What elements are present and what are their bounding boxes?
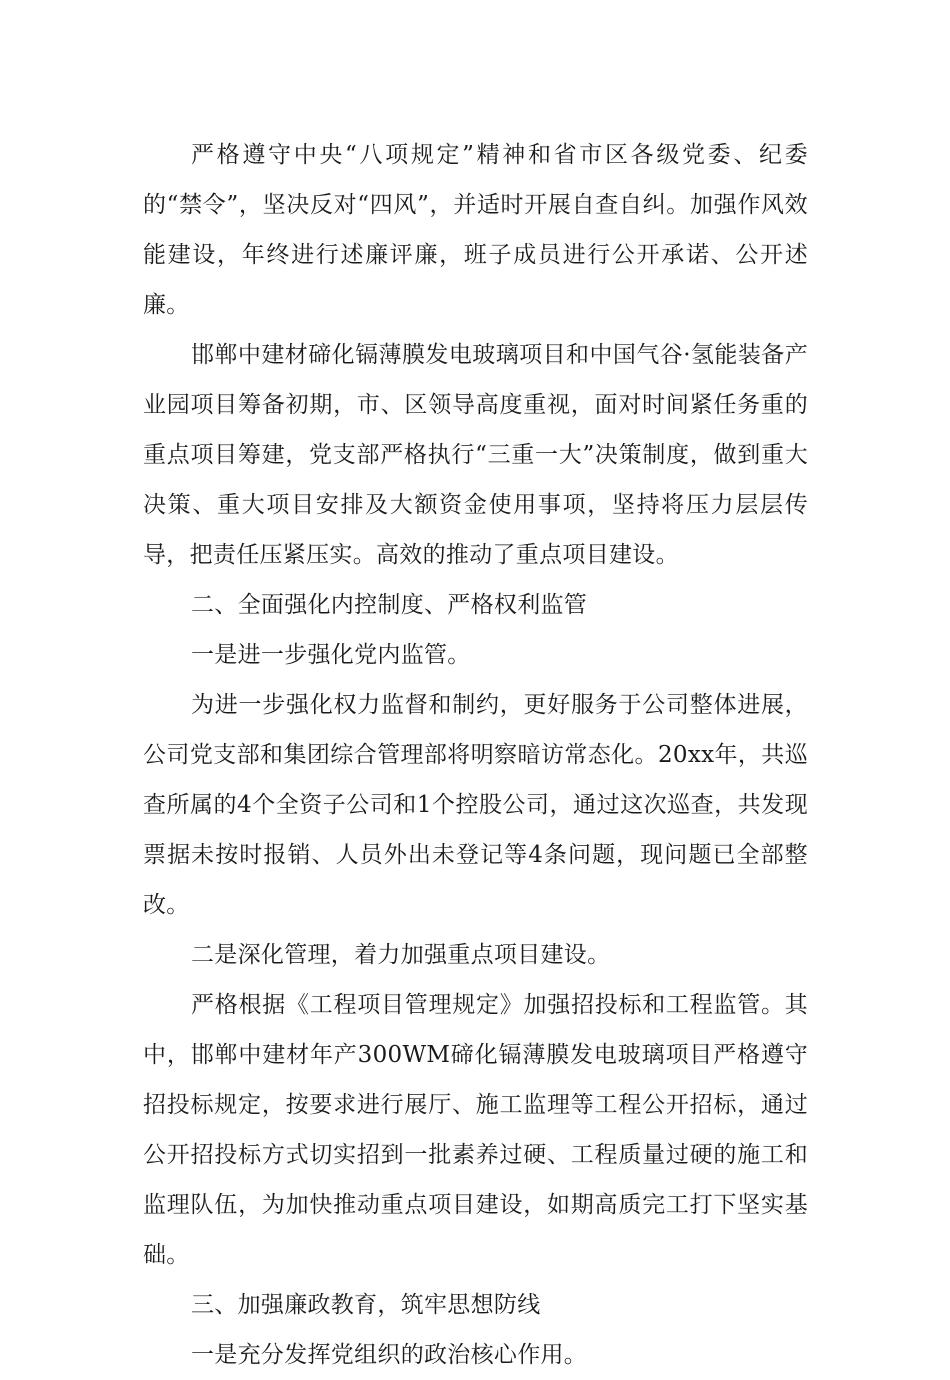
section-heading: 三、加强廉政教育，筑牢思想防线: [191, 1292, 541, 1318]
document-body: [143, 130, 808, 1380]
section-heading: 二、全面强化内控制度、严格权利监管: [191, 592, 588, 618]
subsection-heading: 一是充分发挥党组织的政治核心作用。: [191, 1342, 588, 1368]
paragraph: 邯郸中建材碲化镉薄膜发电玻璃项目和中国气谷·氢能装备产业园项目筹备初期，市、区领导高度重视，面对时间紧任务重的重点项目筹建，党支部严格执行“三重一大”决策制度，做到重大决策、重大项目安排及大额资金使用事项，坚持将压力层层传导，把责任压紧压实。高效的推动了重点项目建设。: [143, 342, 808, 568]
subsection-heading: 一是进一步强化党内监管。: [191, 642, 471, 668]
subsection-heading: 二是深化管理，着力加强重点项目建设。: [191, 942, 611, 968]
paragraph: 严格根据《工程项目管理规定》加强招投标和工程监管。其中，邯郸中建材年产300WM碲化镉薄膜发电玻璃项目严格遵守招投标规定，按要求进行展厅、施工监理等工程公开招标，通过公开招投标方式切实招到一批素养过硬、工程质量过硬的施工和监理队伍，为加快推动重点项目建设，如期高质完工打下坚实基础。: [143, 992, 808, 1268]
paragraph: 严格遵守中央“八项规定”精神和省市区各级党委、纪委的“禁令”，坚决反对“四风”，并适时开展自查自纠。加强作风效能建设，年终进行述廉评廉，班子成员进行公开承诺、公开述廉。: [143, 142, 808, 318]
paragraph: 为进一步强化权力监督和制约，更好服务于公司整体进展，公司党支部和集团综合管理部将明察暗访常态化。20xx年，共巡查所属的4个全资子公司和1个控股公司，通过这次巡查，共发现票据未按时报销、人员外出未登记等4条问题，现问题已全部整改。: [143, 692, 808, 918]
